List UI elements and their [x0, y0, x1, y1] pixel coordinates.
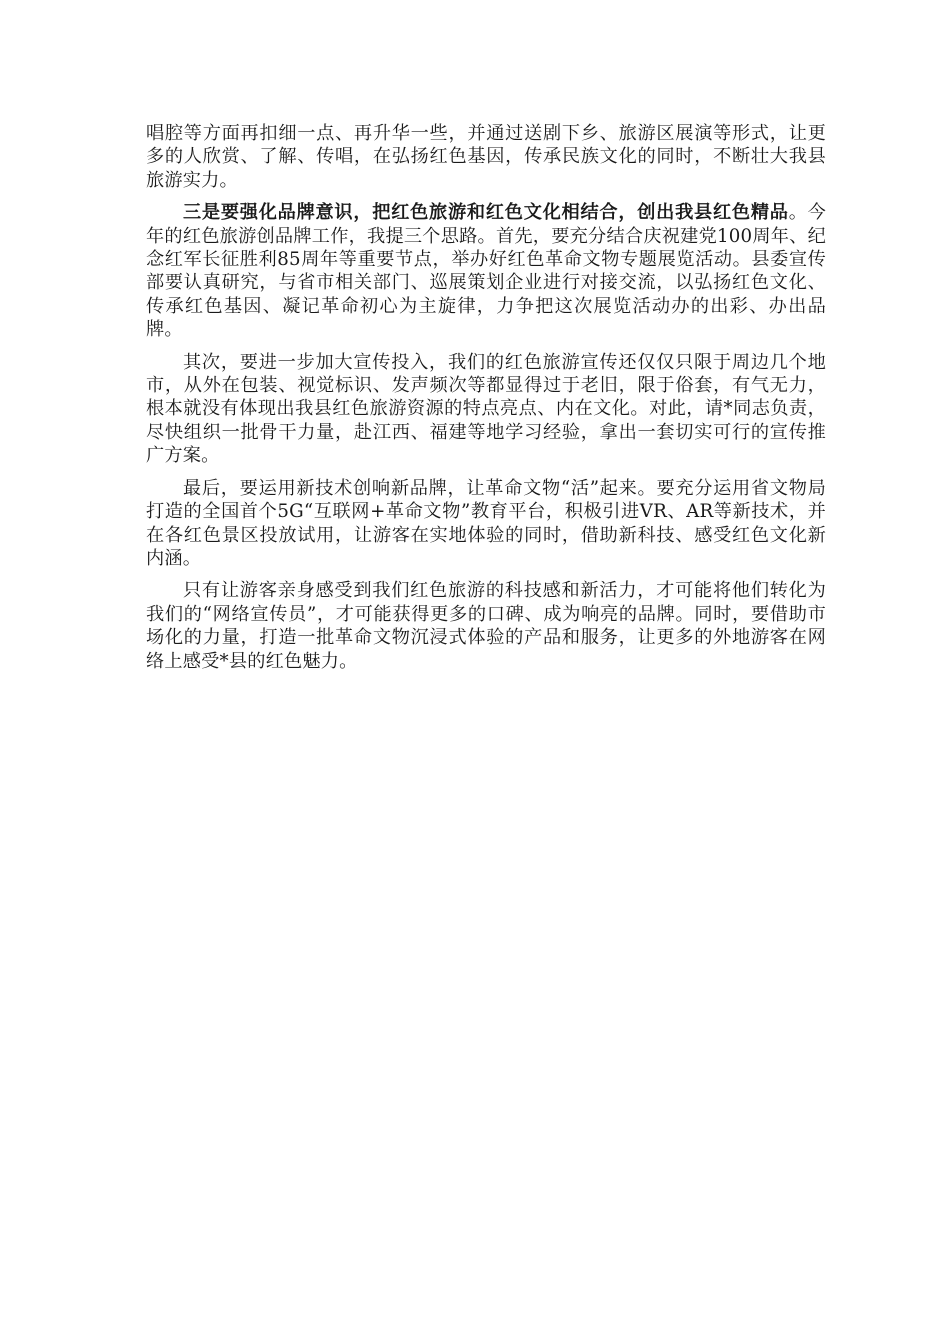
paragraph-publicity	[146, 351, 826, 468]
paragraph-text: 唱腔等方面再扣细一点、再升华一些，并通过送剧下乡、旅游区展演等形式，让更多的人欣赏、了解、传唱，在弘扬红色基因，传承民族文化的同时，不断壮大我县旅游实力。	[146, 123, 826, 191]
paragraph-text: 其次，要进一步加大宣传投入，我们的红色旅游宣传还仅仅只限于周边几个地市，从外在包装、视觉标识、发声频次等都显得过于老旧，限于俗套，有气无力，根本就没有体现出我县红色旅游资源的特点亮点、内在文化。对此，请*同志负责，尽快组织一批骨干力量，赴江西、福建等地学习经验，拿出一套切实可行的宣传推广方案。	[146, 351, 826, 467]
paragraph-text: 最后，要运用新技术创响新品牌，让革命文物“活”起来。要充分运用省文物局打造的全国首个5G“互联网+革命文物”教育平台，积极引进VR、AR等新技术，并在各红色景区投放试用，让游客在实地体验的同时，借助新科技、感受红色文化新内涵。	[146, 477, 826, 569]
paragraph-text: 只有让游客亲身感受到我们红色旅游的科技感和新活力，才可能将他们转化为我们的“网络宣传员”，才可能获得更多的口碑、成为响亮的品牌。同时，要借助市场化的力量，打造一批革命文物沉浸式体验的产品和服务，让更多的外地游客在网络上感受*县的红色魅力。	[146, 580, 826, 672]
paragraph-text: 。今年的红色旅游创品牌工作，我提三个思路。首先，要充分结合庆祝建党100周年、纪念红军长征胜利85周年等重要节点，举办好红色革命文物专题展览活动。县委宣传部要认真研究，与省市相关部门、巡展策划企业进行对接交流，以弘扬红色文化、传承红色基因、凝记革命初心为主旋律，力争把这次展览活动办的出彩、办出品牌。	[146, 202, 827, 341]
paragraph-bold-lead: 三是要强化品牌意识，把红色旅游和红色文化相结合，创出我县红色精品	[183, 202, 789, 224]
paragraph-brand-awareness	[146, 201, 826, 341]
paragraph-new-technology	[146, 477, 826, 571]
paragraph-conclusion	[146, 579, 826, 673]
paragraph-continuation	[146, 122, 826, 192]
document-body	[146, 122, 826, 673]
